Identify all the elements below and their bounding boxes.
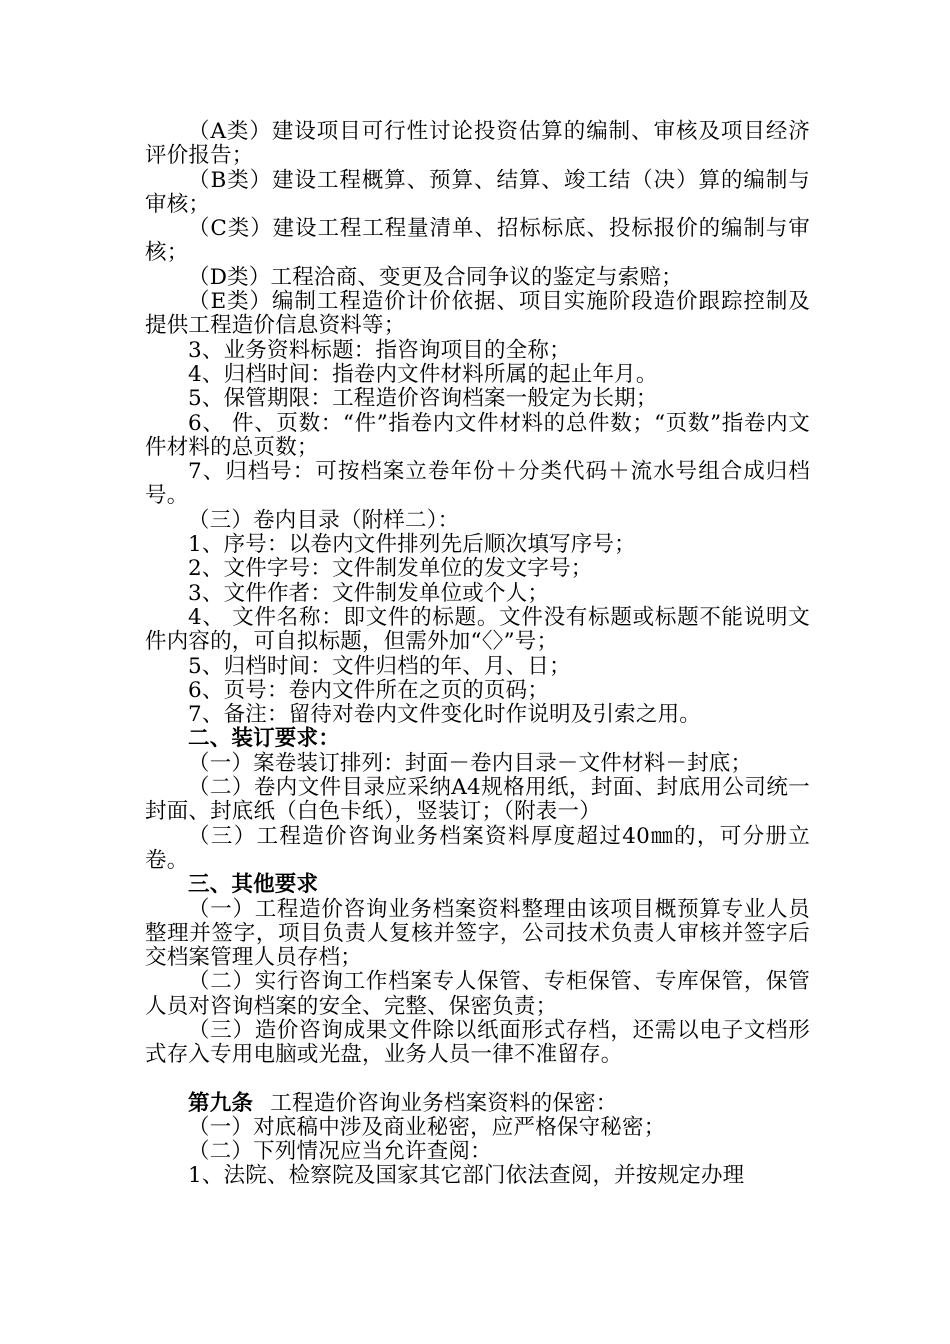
paragraph-d-class: （D类）工程洽商、变更及合同争议的鉴定与索赔； [188, 264, 683, 290]
paragraph-item-7: 7、归档号：可按档案立卷年份＋分类代码＋流水号组合成归档号。 [145, 459, 810, 509]
paragraph-b-class: （B类）建设工程概算、预算、结算、竣工结（决）算的编制与审核； [145, 167, 810, 217]
paragraph-a-class: （A类）建设项目可行性讨论投资估算的编制、审核及项目经济评价报告； [145, 119, 810, 169]
article-9-heading [145, 1092, 810, 1116]
paragraph-catalog-7: 7、备注：留待对卷内文件变化时作说明及引索之用。 [188, 702, 701, 728]
article-9-title: 工程造价咨询业务档案资料的保密： [270, 1090, 618, 1116]
paragraph-catalog-6: 6、页号：卷内文件所在之页的页码； [188, 677, 550, 703]
article-9-item-2: （二）下列情况应当允许查阅： [188, 1139, 492, 1165]
paragraph-catalog-2: 2、文件字号：文件制发单位的发文字号； [188, 556, 593, 582]
paragraph-item-3: 3、业务资料标题：指咨询项目的全称； [188, 337, 571, 363]
binding-item-3: （三）工程造价咨询业务档案资料厚度超过40㎜的，可分册立卷。 [145, 823, 810, 873]
binding-item-1: （一）案卷装订排列：封面－卷内目录－文件材料－封底； [188, 750, 753, 776]
other-item-1: （一）工程造价咨询业务档案资料整理由该项目概预算专业人员整理并签字，项目负责人复核并签字，公司技术负责人审核并签字后交档案管理人员存档； [145, 896, 810, 971]
binding-heading: 二、装订要求： [188, 726, 340, 752]
paragraph-catalog-heading: （三）卷内目录（附样二）： [188, 507, 460, 533]
paragraph-c-class: （C类）建设工程工程量清单、招标标底、投标报价的编制与审核； [145, 216, 810, 266]
document-page [145, 120, 810, 1189]
paragraph-catalog-4: 4、 文件名称：即文件的标题。文件没有标题或标题不能说明文件内容的，可自拟标题，但需外加“〈〉”号； [145, 604, 810, 655]
other-item-3: （三）造价咨询成果文件除以纸面形式存档，还需以电子文档形式存入专用电脑或光盘，业务人员一律不准留存。 [145, 1017, 810, 1068]
paragraph-item-4: 4、归档时间：指卷内文件材料所属的起止年月。 [188, 361, 658, 387]
section-spacer [145, 1068, 810, 1092]
binding-item-2: （二）卷内文件目录应采纳A4规格用纸，封面、封底用公司统一封面、封底纸（白色卡纸），竖装订；（附表一） [145, 775, 810, 825]
other-item-2: （二）实行咨询工作档案专人保管、专柜保管、专库保管，保管人员对咨询档案的安全、完整、保密负责； [145, 969, 810, 1019]
paragraph-e-class: （E类）编制工程造价计价依据、项目实施阶段造价跟踪控制及提供工程造价信息资料等； [145, 289, 810, 339]
other-heading: 三、其他要求 [188, 872, 319, 898]
article-9-item-3: 1、法院、检察院及国家其它部门依法查阅，并按规定办理 [188, 1163, 745, 1189]
paragraph-item-6: 6、 件、页数：“件”指卷内文件材料的总件数；“页数”指卷内文件材料的总页数； [145, 410, 810, 460]
paragraph-catalog-1: 1、序号：以卷内文件排列先后顺次填写序号； [188, 532, 636, 558]
article-9-item-1: （一）对底稿中涉及商业秘密，应严格保守秘密； [188, 1114, 666, 1140]
paragraph-catalog-5: 5、归档时间：文件归档的年、月、日； [188, 653, 571, 679]
article-9-number: 第九条 [188, 1090, 254, 1116]
paragraph-catalog-3: 3、文件作者：文件制发单位或个人； [188, 580, 550, 606]
paragraph-item-5: 5、保管期限：工程造价咨询档案一般定为长期； [188, 386, 658, 412]
